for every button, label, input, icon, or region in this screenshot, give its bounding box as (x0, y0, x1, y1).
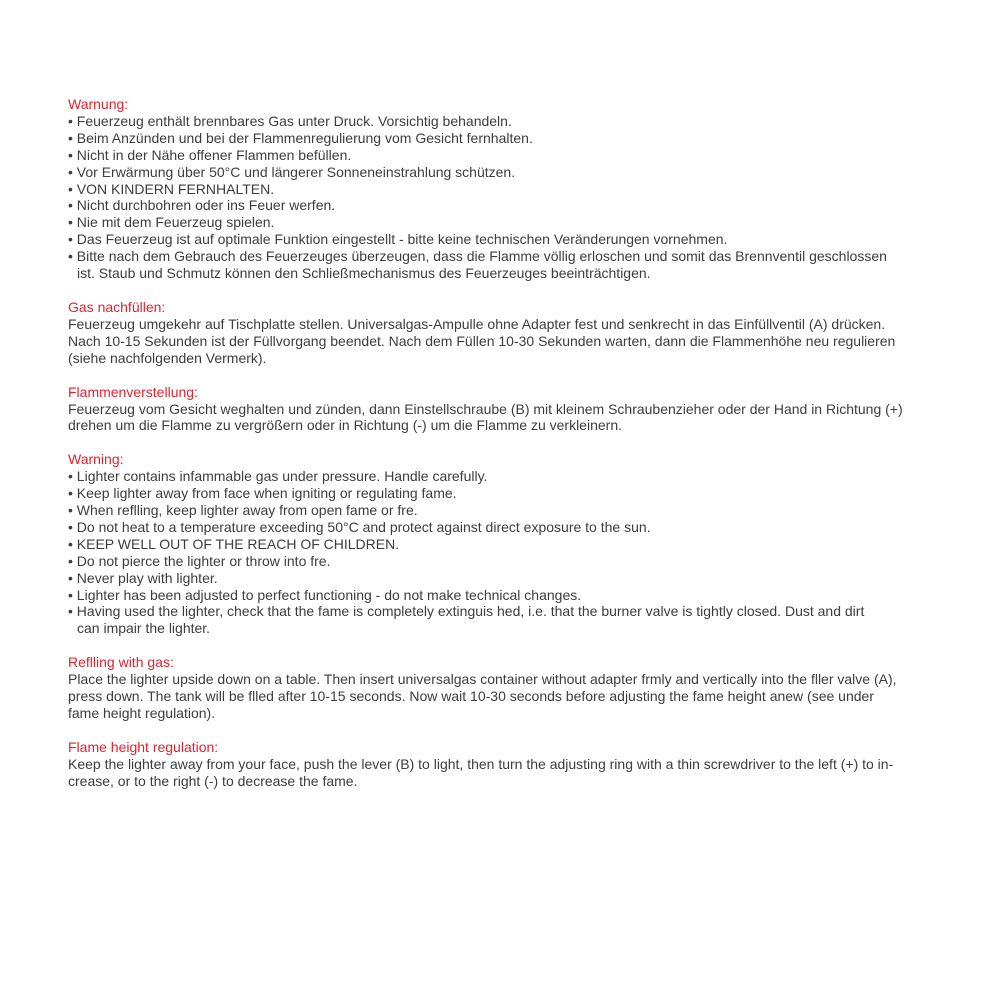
bullet-line (68, 265, 948, 282)
line-text: Having used the lighter, check that the fame is completely extinguis hed, i.e. that the burner valve is tightly closed. Dust and dirt (76, 603, 865, 620)
line-text: Do not pierce the lighter or throw into fre. (76, 552, 331, 569)
section-flammenverstellung (68, 384, 948, 435)
paragraph-line (68, 401, 948, 418)
section-gas-nachfuellen (68, 299, 948, 367)
bullet-icon: • (68, 146, 77, 163)
line-text: Vor Erwärmung über 50°C und längerer Sonneneinstrahlung schützen. (76, 163, 516, 180)
line-text: Feuerzeug umgekehr auf Tischplatte stellen. Universalgas-Ampulle ohne Adapter fest und senkrecht in das Einfüllventil (A) drücken. (68, 315, 886, 332)
bullet-line (68, 502, 948, 519)
bullet-icon: • (68, 248, 77, 265)
section-heading: Warning: (68, 451, 124, 468)
line-text: KEEP WELL OUT OF THE REACH OF CHILDREN. (76, 535, 400, 552)
bullet-icon: • (68, 129, 77, 146)
bullet-line (68, 214, 948, 231)
paragraph-line (68, 671, 948, 688)
paragraph-line (68, 350, 948, 367)
section-heading: Warnung: (68, 96, 129, 112)
line-text: drehen um die Flamme zu vergrößern oder in Richtung (-) um die Flamme zu verkleinern. (68, 417, 622, 434)
bullet-icon: • (68, 163, 77, 180)
paragraph-line (68, 333, 948, 350)
bullet-line (68, 553, 948, 570)
bullet-line (68, 485, 948, 502)
line-text: Bitte nach dem Gebrauch des Feuerzeuges überzeugen, dass die Flamme völlig erloschen und somit das Brennventil geschlossen (76, 248, 887, 265)
line-text: Das Feuerzeug ist auf optimale Funktion eingestellt - bitte keine technischen Veränderungen vornehmen. (76, 231, 728, 248)
paragraph-line (68, 705, 948, 722)
section-heading: Flame height regulation: (68, 738, 219, 755)
bullet-icon: • (68, 231, 77, 248)
bullet-line (68, 603, 948, 620)
bullet-icon: • (68, 197, 77, 214)
line-text: Do not heat to a temperature exceeding 50°C and protect against direct exposure to the sun. (76, 518, 651, 535)
bullet-icon: • (68, 502, 77, 519)
section-heading: Gas nachfüllen: (68, 298, 166, 315)
bullet-icon: • (68, 468, 77, 485)
bullet-line (68, 164, 948, 181)
section-heading: Flammenverstellung: (68, 383, 198, 400)
line-text: Nach 10-15 Sekunden ist der Füllvorgang beendet. Nach dem Füllen 10-30 Sekunden warten, dann die Flammenhöhe neu regulieren (68, 332, 896, 349)
line-text: crease, or to the right (-) to decrease the fame. (68, 772, 358, 789)
bullet-line (68, 468, 948, 485)
line-text: Nicht in der Nähe offener Flammen befüllen. (76, 146, 352, 163)
line-text: fame height regulation). (68, 705, 216, 721)
instruction-text-document (68, 96, 948, 807)
bullet-line (68, 181, 948, 198)
line-text: Keep lighter away from face when igniting or regulating fame. (76, 485, 457, 502)
section-heading: Reflling with gas: (68, 654, 174, 671)
paragraph-line (68, 773, 948, 790)
bullet-icon: • (68, 586, 77, 603)
line-text: can impair the lighter. (77, 620, 211, 637)
paragraph-line (68, 688, 948, 705)
line-text: Keep the lighter away from your face, push the lever (B) to light, then turn the adjusting ring with a thin screwdriver to the left (+) to in- (68, 755, 894, 772)
bullet-line (68, 197, 948, 214)
line-text: Feuerzeug vom Gesicht weghalten und zünden, dann Einstellschraube (B) mit kleinem Schraubenzieher oder der Hand in Richtung (+) (68, 400, 903, 417)
line-text: VON KINDERN FERNHALTEN. (76, 180, 275, 197)
line-text: Nie mit dem Feuerzeug spielen. (76, 214, 275, 231)
bullet-icon: • (68, 535, 77, 552)
bullet-line (68, 519, 948, 536)
section-reflling-with-gas (68, 654, 948, 722)
bullet-line (68, 570, 948, 587)
bullet-icon: • (68, 180, 77, 197)
bullet-line (68, 620, 948, 637)
paragraph-line (68, 316, 948, 333)
bullet-icon: • (68, 518, 77, 535)
line-text: Lighter has been adjusted to perfect functioning - do not make technical changes. (76, 586, 582, 603)
line-text: Lighter contains infammable gas under pressure. Handle carefully. (76, 468, 488, 485)
bullet-line (68, 248, 948, 265)
line-text: press down. The tank will be flled after 10-15 seconds. Now wait 10-30 seconds before adjusting the fame height anew (see under (68, 688, 874, 705)
paragraph-line (68, 417, 948, 434)
bullet-icon: • (68, 603, 77, 620)
line-text: When reflling, keep lighter away from open fame or fre. (76, 502, 418, 519)
bullet-line (68, 130, 948, 147)
bullet-icon: • (68, 552, 77, 569)
line-text: (siehe nachfolgenden Vermerk). (68, 349, 267, 366)
line-text: Never play with lighter. (76, 569, 218, 586)
section-warning-en (68, 451, 948, 637)
section-flame-height-regulation (68, 739, 948, 790)
section-warnung-de (68, 96, 948, 282)
bullet-line (68, 147, 948, 164)
bullet-icon: • (68, 112, 77, 129)
paragraph-line (68, 756, 948, 773)
bullet-icon: • (68, 214, 77, 231)
bullet-line (68, 113, 948, 130)
line-text: Place the lighter upside down on a table. Then insert universalgas container without adapter frmly and vertically into the fller valve (A), (68, 671, 897, 688)
line-text: Feuerzeug enthält brennbares Gas unter Druck. Vorsichtig behandeln. (76, 112, 512, 129)
line-text: Beim Anzünden und bei der Flammenregulierung vom Gesicht fernhalten. (76, 129, 533, 146)
bullet-line (68, 231, 948, 248)
line-text: Nicht durchbohren oder ins Feuer werfen. (76, 197, 336, 214)
bullet-line (68, 536, 948, 553)
bullet-icon: • (68, 569, 77, 586)
bullet-line (68, 587, 948, 604)
bullet-icon: • (68, 485, 77, 502)
line-text: ist. Staub und Schmutz können den Schließmechanismus des Feuerzeuges beeinträchtigen. (77, 265, 651, 282)
